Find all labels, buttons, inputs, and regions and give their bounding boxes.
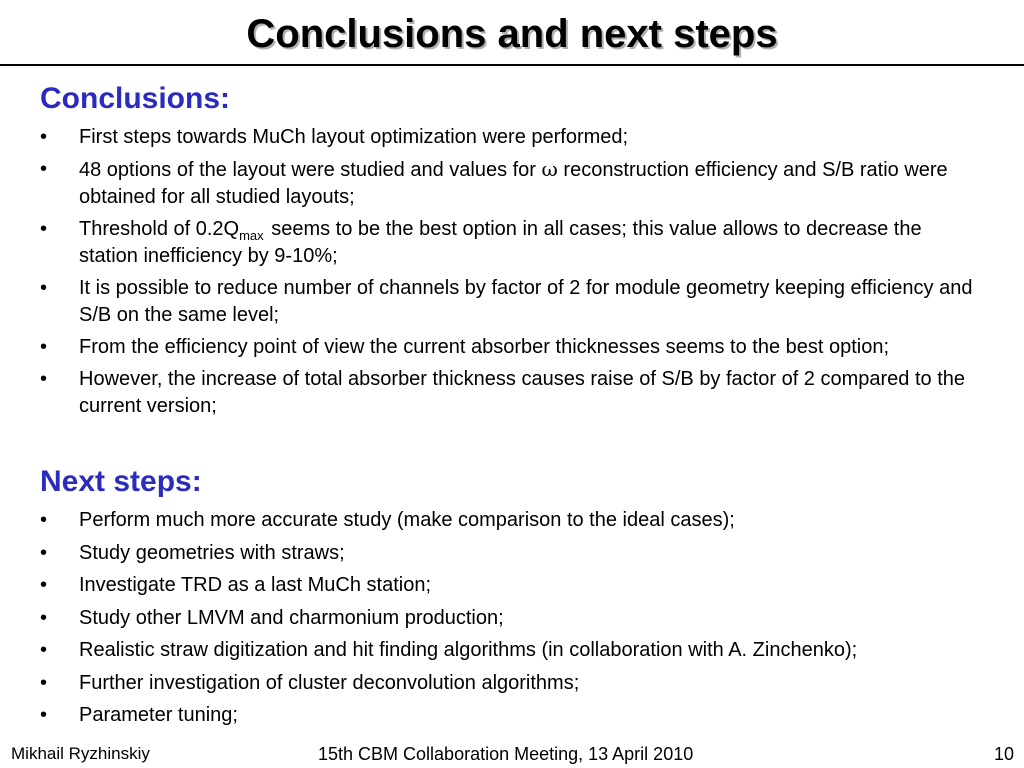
list-item xyxy=(40,605,980,632)
list-item xyxy=(40,124,980,151)
footer-author: Mikhail Ryzhinskiy xyxy=(11,744,150,763)
bullet-icon: • xyxy=(40,574,48,596)
title-divider xyxy=(0,64,1024,66)
list-item xyxy=(40,670,980,697)
next-step-text: Investigate TRD as a last MuCh station; xyxy=(79,574,432,596)
list-item xyxy=(40,156,980,211)
conclusions-list xyxy=(40,124,980,425)
conclusion-text: Threshold of 0.2Q xyxy=(79,218,240,240)
next-steps-list xyxy=(40,507,980,735)
next-step-text: Realistic straw digitization and hit finding algorithms (in collaboration with A. Zinchenko); xyxy=(79,639,858,661)
bullet-icon: • xyxy=(40,671,48,694)
list-item xyxy=(40,334,980,361)
bullet-icon: • xyxy=(40,606,48,629)
page-number: 10 xyxy=(993,744,1014,764)
next-step-text: Parameter tuning; xyxy=(79,704,238,726)
omega-symbol: ω xyxy=(541,157,558,181)
bullet-icon: • xyxy=(40,368,48,390)
next-step-text: Further investigation of cluster deconvolution algorithms; xyxy=(79,671,580,694)
list-item xyxy=(40,507,980,534)
footer-meeting: 15th CBM Collaboration Meeting, 13 April 2010 xyxy=(318,744,694,764)
next-step-text: Perform much more accurate study (make comparison to the ideal cases); xyxy=(79,509,735,531)
list-item xyxy=(40,540,980,567)
conclusions-heading: Conclusions: xyxy=(40,82,231,115)
bullet-icon: • xyxy=(40,541,48,564)
bullet-icon: • xyxy=(40,704,48,726)
bullet-icon: • xyxy=(40,509,48,531)
conclusion-text: 48 options of the layout were studied and values for xyxy=(79,159,536,181)
list-item xyxy=(40,702,980,729)
conclusion-text-continued: reconstruction efficiency and S/B ratio were obtained for all studied layouts; xyxy=(79,159,948,208)
list-item xyxy=(40,572,980,599)
bullet-icon: • xyxy=(40,639,48,661)
conclusion-text: First steps towards MuCh layout optimization were performed; xyxy=(79,126,629,148)
conclusion-text: However, the increase of total absorber thickness causes raise of S/B by factor of 2 compared to the current version; xyxy=(79,368,966,417)
bullet-icon: • xyxy=(40,336,48,358)
next-step-text: Study geometries with straws; xyxy=(79,541,345,564)
list-item xyxy=(40,366,980,420)
conclusion-text-continued: seems to be the best option in all cases; this value allows to decrease the station inefficiency by 9-10%; xyxy=(79,218,922,267)
list-item xyxy=(40,275,980,329)
subscript-max: max xyxy=(239,228,264,243)
conclusion-text: It is possible to reduce number of channels by factor of 2 for module geometry keeping efficiency and S/B on the same level; xyxy=(79,277,973,326)
next-step-text: Study other LMVM and charmonium production; xyxy=(79,606,504,629)
bullet-icon: • xyxy=(40,158,48,180)
conclusion-text: From the efficiency point of view the current absorber thicknesses seems to the best option; xyxy=(79,336,890,358)
bullet-icon: • xyxy=(40,277,48,299)
next-steps-heading: Next steps: xyxy=(40,465,202,498)
slide-title: Conclusions and next steps xyxy=(246,12,778,56)
list-item xyxy=(40,637,980,664)
bullet-icon: • xyxy=(40,218,48,240)
list-item xyxy=(40,216,980,270)
bullet-icon: • xyxy=(40,126,48,148)
